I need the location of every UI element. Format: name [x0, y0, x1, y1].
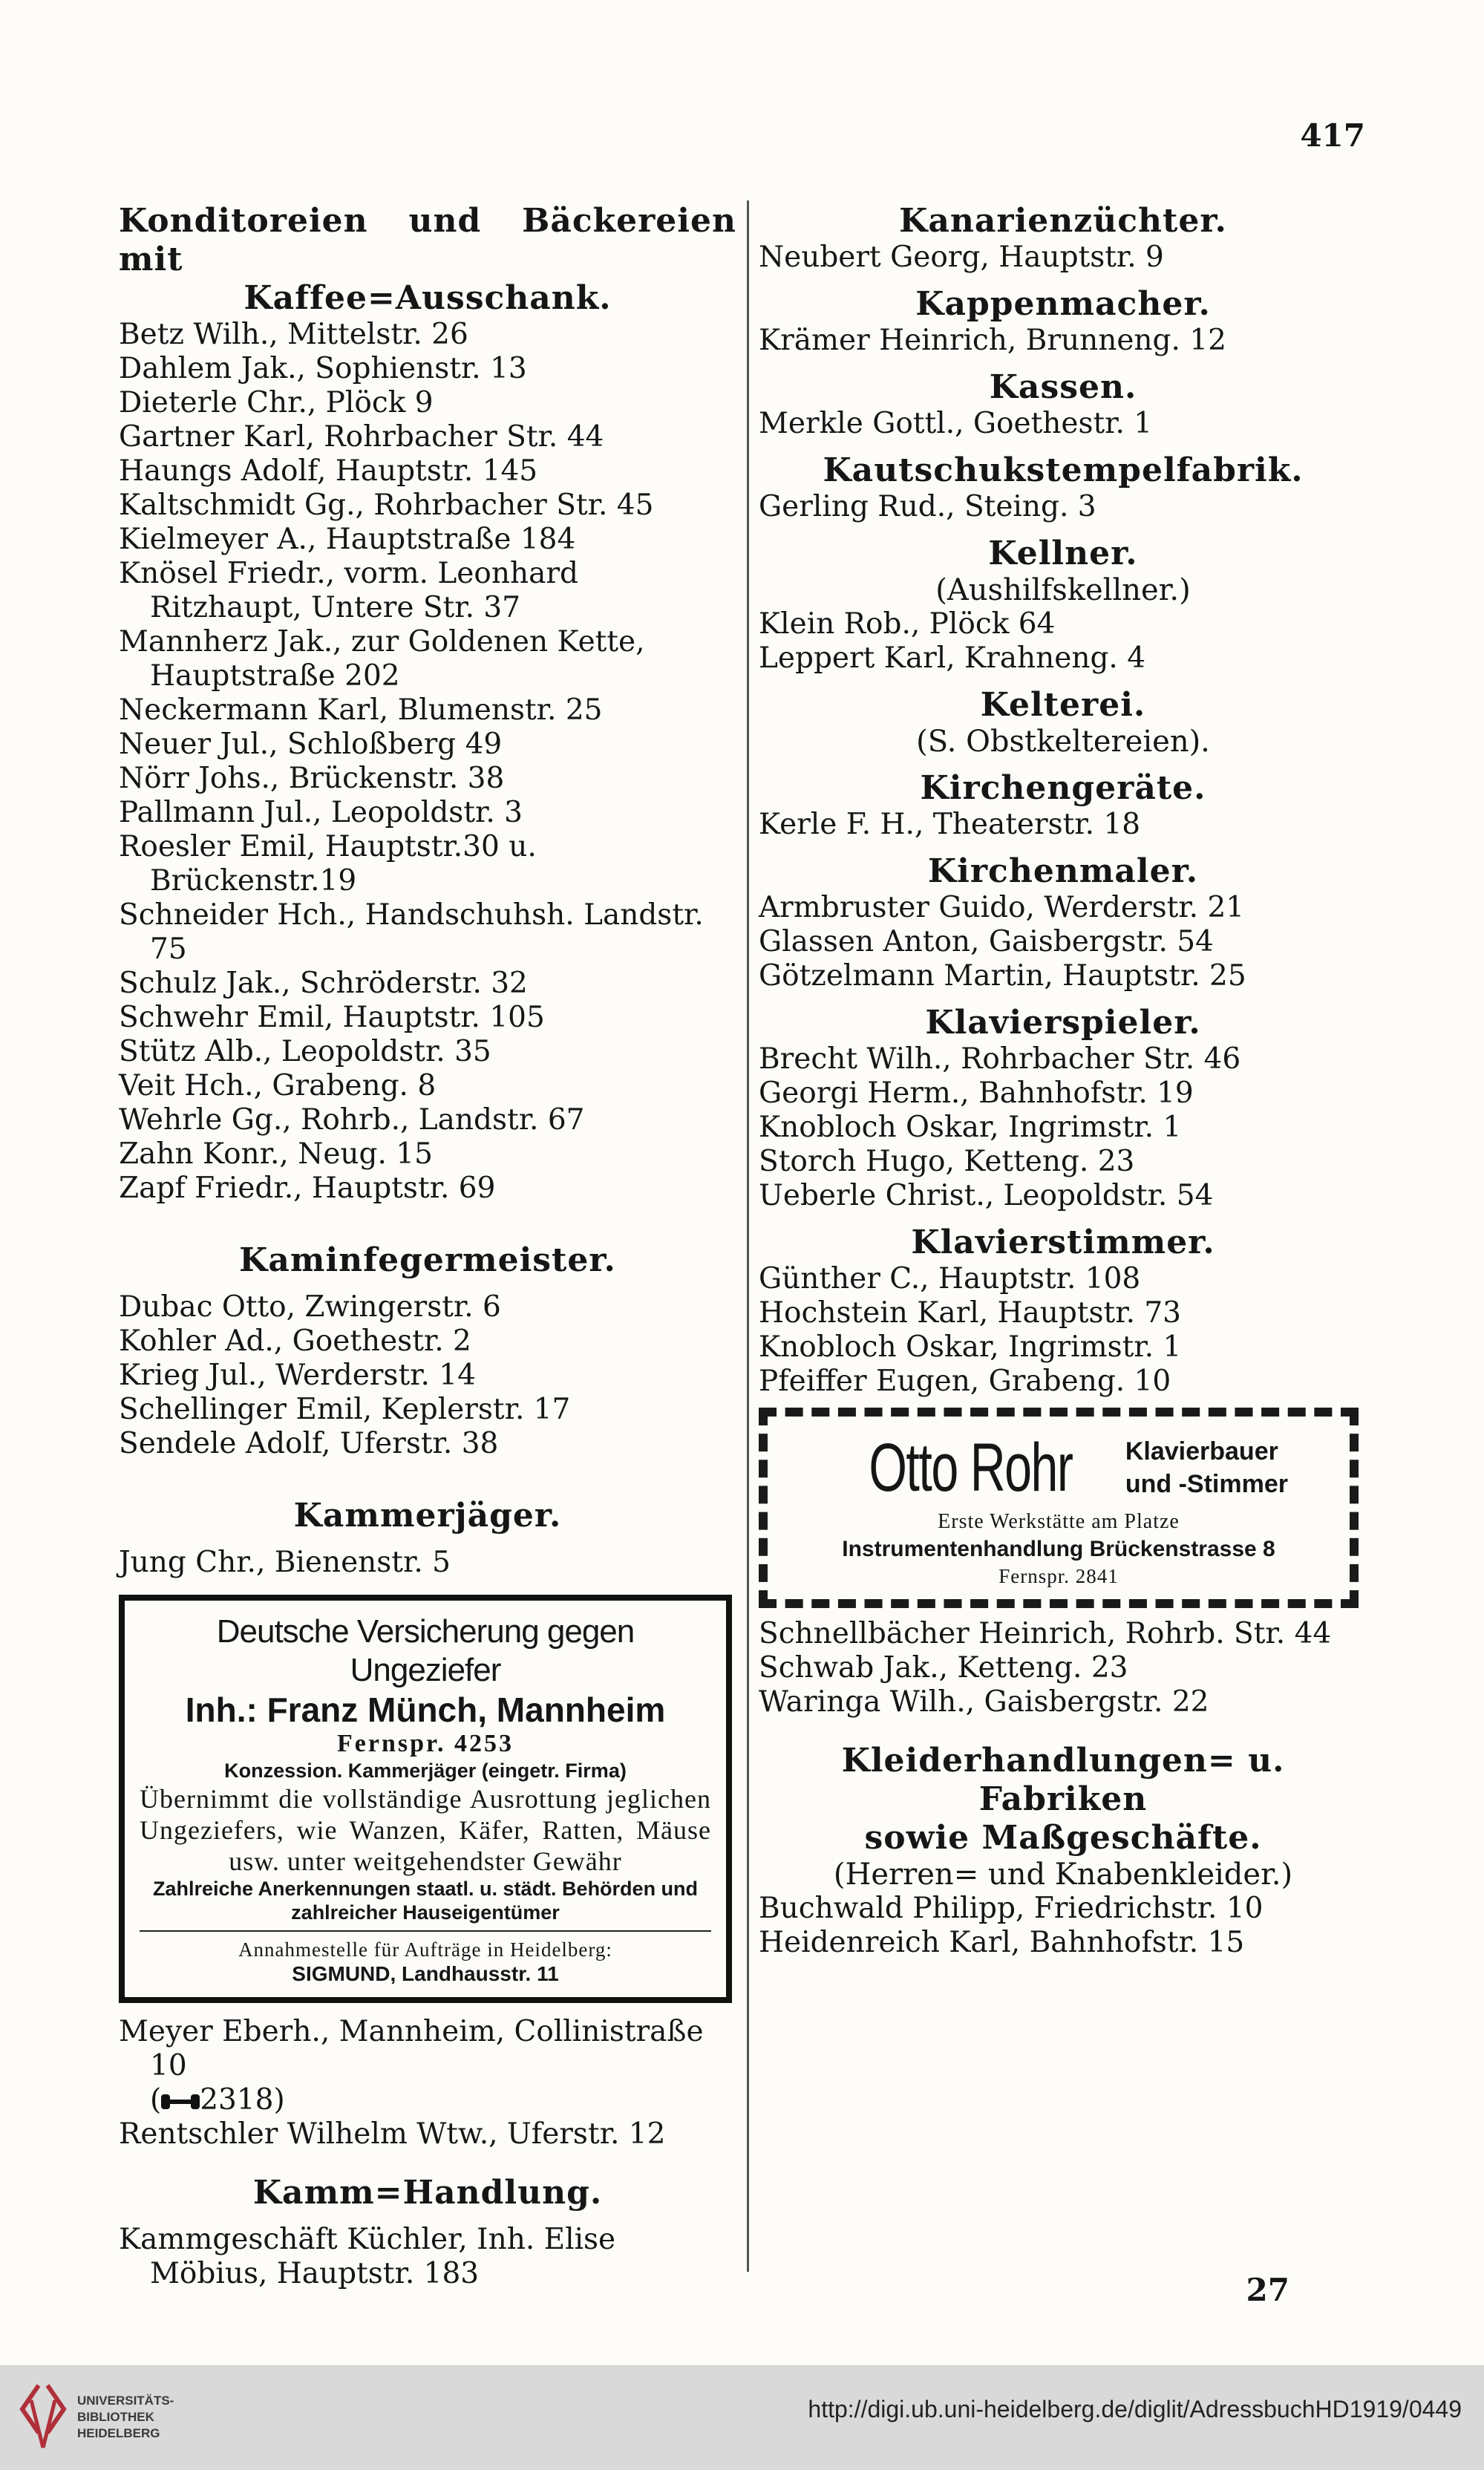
list-item: Armbruster Guido, Werderstr. 21 — [759, 891, 1245, 924]
section-heading: Kirchengeräte. — [920, 769, 1206, 807]
section-heading: Klavierstimmer. — [911, 1223, 1215, 1261]
list-item: Schwehr Emil, Hauptstr. 105 — [119, 1001, 545, 1034]
ad-title: Deutsche Versicherung gegen Ungeziefer — [216, 1613, 635, 1688]
entry-list — [759, 407, 1367, 441]
section-heading: Kautschukstempelfabrik. — [823, 451, 1304, 489]
list-item: Krämer Heinrich, Brunneng. 12 — [759, 324, 1226, 357]
list-item: Roesler Emil, Hauptstr.30 u. Brückenstr.19 — [119, 830, 537, 898]
section-heading: Kleiderhandlungen= u. Fabriken — [841, 1742, 1285, 1818]
ad-trade — [1125, 1435, 1288, 1500]
library-name — [77, 2393, 174, 2442]
university-library-logo-icon — [16, 2379, 70, 2454]
list-item: Glassen Anton, Gaisbergstr. 54 — [759, 925, 1214, 958]
ad-references: Zahlreiche Anerkennungen staatl. u. städt. Behörden und zahlreicher Hauseigentümer — [152, 1878, 699, 1924]
section-subheading: (Aushilfskellner.) — [935, 573, 1191, 607]
list-item: Veit Hch., Grabeng. 8 — [119, 1069, 437, 1102]
entry-list — [759, 607, 1367, 676]
list-item: Knösel Friedr., vorm. Leonhard Ritzhaupt, Untere Str. 37 — [119, 557, 578, 624]
entry-list — [119, 318, 736, 1206]
list-item: Sendele Adolf, Uferstr. 38 — [119, 1427, 499, 1460]
list-item: Haungs Adolf, Hauptstr. 145 — [119, 454, 538, 488]
ad-phone: Fernspr. 2841 — [998, 1565, 1119, 1587]
footer-page-number: 27 — [1246, 2272, 1289, 2308]
entry-list — [759, 1617, 1367, 1719]
entry-list — [759, 1892, 1367, 1960]
list-item: Knobloch Oskar, Ingrimstr. 1 — [759, 1330, 1182, 1364]
list-item: Schwab Jak., Ketteng. 23 — [759, 1651, 1128, 1685]
entry-list — [119, 1290, 736, 1461]
list-item: Meyer Eberh., Mannheim, Collinistraße 10 — [119, 2015, 704, 2082]
list-item: Schneider Hch., Handschuhsh. Landstr. 75 — [119, 898, 704, 966]
left-column — [119, 202, 736, 2291]
ad-agency-label: Annahmestelle für Aufträge in Heidelberg: — [238, 1938, 612, 1961]
list-item: Pallmann Jul., Leopoldstr. 3 — [119, 796, 523, 829]
section-heading: Kaffee=Ausschank. — [243, 279, 612, 317]
list-item: Dahlem Jak., Sophienstr. 13 — [119, 352, 527, 385]
ad-address: Instrumentenhandlung Brückenstrasse 8 — [842, 1537, 1275, 1561]
list-item: Krieg Jul., Werderstr. 14 — [119, 1359, 476, 1392]
list-item: Kaltschmidt Gg., Rohrbacher Str. 45 — [119, 489, 654, 522]
ad-trade-line: Klavierbauer — [1125, 1437, 1278, 1466]
column-rule — [747, 200, 749, 2272]
list-item: Zapf Friedr., Hauptstr. 69 — [119, 1172, 496, 1205]
list-item: Schulz Jak., Schröderstr. 32 — [119, 967, 528, 1000]
list-item: Jung Chr., Bienenstr. 5 — [119, 1546, 451, 1579]
entry-list — [759, 808, 1367, 842]
page-number: 417 — [1300, 117, 1365, 154]
ad-header — [781, 1427, 1336, 1509]
list-item: Gartner Karl, Rohrbacher Str. 44 — [119, 420, 604, 454]
ad-divider — [140, 1930, 711, 1932]
list-item: Wehrle Gg., Rohrb., Landstr. 67 — [119, 1103, 585, 1137]
ad-owner: Inh.: Franz Münch, Mannheim — [185, 1690, 666, 1729]
list-item: Leppert Karl, Krahneng. 4 — [759, 641, 1146, 675]
list-item: Dieterle Chr., Plöck 9 — [119, 386, 434, 419]
ad-description: Übernimmt die vollständige Ausrottung jeglichen Ungeziefers, wie Wanzen, Käfer, Ratten, Mäuse usw. unter weitgehendster Gewähr — [140, 1784, 711, 1876]
list-item: Storch Hugo, Ketteng. 23 — [759, 1145, 1135, 1178]
entry-list — [759, 891, 1367, 993]
entry-list — [759, 241, 1367, 275]
list-item: Schellinger Emil, Keplerstr. 17 — [119, 1393, 571, 1426]
section-heading: Kappenmacher. — [915, 285, 1211, 323]
list-item: Kerle F. H., Theaterstr. 18 — [759, 808, 1141, 841]
advertisement-pest-control — [119, 1595, 732, 2003]
list-item: Kielmeyer A., Hauptstraße 184 — [119, 523, 576, 556]
section-heading: sowie Maßgeschäfte. — [864, 1819, 1262, 1857]
ad-license: Konzession. Kammerjäger (eingetr. Firma) — [224, 1760, 627, 1782]
list-item: Ueberle Christ., Leopoldstr. 54 — [759, 1179, 1214, 1212]
section-heading: Kellner. — [988, 535, 1138, 572]
section-heading: Kammerjäger. — [293, 1497, 562, 1535]
advertisement-otto-rohr — [759, 1408, 1359, 1608]
library-name-line: BIBLIOTHEK — [77, 2410, 154, 2424]
section-heading: Kelterei. — [980, 686, 1146, 724]
telephone-icon — [161, 2093, 200, 2111]
list-item: Dubac Otto, Zwingerstr. 6 — [119, 1290, 501, 1324]
list-item: Waringa Wilh., Gaisbergstr. 22 — [759, 1685, 1209, 1719]
phone-number: 2318) — [200, 2083, 285, 2117]
entry-list — [759, 1262, 1367, 1399]
list-item: Neuer Jul., Schloßberg 49 — [119, 728, 503, 761]
section-heading: Konditoreien und Bäckereien mit — [119, 202, 736, 278]
list-item: Heidenreich Karl, Bahnhofstr. 15 — [759, 1926, 1245, 1959]
entry-list — [759, 324, 1367, 358]
section-heading: Kaminfegermeister. — [239, 1241, 616, 1279]
list-item: Schnellbächer Heinrich, Rohrb. Str. 44 — [759, 1617, 1332, 1650]
ad-phone: Fernspr. 4253 — [337, 1730, 514, 1757]
list-item: Günther C., Hauptstr. 108 — [759, 1262, 1141, 1296]
section-heading: Kassen. — [989, 368, 1137, 406]
entry-list — [759, 1042, 1367, 1213]
ad-agency: SIGMUND, Landhausstr. 11 — [292, 1962, 559, 1985]
list-item: Gerling Rud., Steing. 3 — [759, 490, 1096, 523]
viewer-footer — [0, 2365, 1484, 2470]
list-item: Neckermann Karl, Blumenstr. 25 — [119, 693, 603, 727]
list-item: Götzelmann Martin, Hauptstr. 25 — [759, 959, 1246, 993]
list-item: Neubert Georg, Hauptstr. 9 — [759, 241, 1164, 274]
list-item: Nörr Johs., Brückenstr. 38 — [119, 762, 505, 795]
list-item: Zahn Konr., Neug. 15 — [119, 1137, 433, 1171]
list-item: Stütz Alb., Leopoldstr. 35 — [119, 1035, 491, 1068]
entry-list — [119, 1546, 736, 1580]
library-name-line: HEIDELBERG — [77, 2426, 160, 2440]
entry-list — [759, 490, 1367, 524]
ad-tagline: Erste Werkstätte am Platze — [938, 1510, 1180, 1533]
entry-list — [119, 2223, 736, 2291]
list-item: Hochstein Karl, Hauptstr. 73 — [759, 1296, 1181, 1330]
list-item: Knobloch Oskar, Ingrimstr. 1 — [759, 1111, 1182, 1144]
source-url-link[interactable]: http://digi.ub.uni-heidelberg.de/diglit/AdressbuchHD1919/0449 — [808, 2396, 1462, 2422]
list-item: Merkle Gottl., Goethestr. 1 — [759, 407, 1153, 440]
list-item: Pfeiffer Eugen, Grabeng. 10 — [759, 1365, 1171, 1398]
section-heading: Kamm=Handlung. — [252, 2174, 603, 2212]
list-item: Brecht Wilh., Rohrbacher Str. 46 — [759, 1042, 1241, 1076]
list-item: Kohler Ad., Goethestr. 2 — [119, 1324, 471, 1358]
list-item — [119, 2083, 736, 2117]
ad-brand: Otto Rohr — [869, 1430, 1073, 1506]
list-item: Klein Rob., Plöck 64 — [759, 607, 1056, 641]
section-subheading: (Herren= und Knabenkleider.) — [833, 1858, 1293, 1892]
list-item: Kammgeschäft Küchler, Inh. Elise Möbius, Hauptstr. 183 — [119, 2223, 616, 2290]
section-subheading: (S. Obstkeltereien). — [916, 725, 1210, 759]
list-item: Georgi Herm., Bahnhofstr. 19 — [759, 1076, 1194, 1110]
list-item: Betz Wilh., Mittelstr. 26 — [119, 318, 468, 351]
list-item: Mannherz Jak., zur Goldenen Kette, Hauptstraße 202 — [119, 625, 645, 693]
section-heading: Kirchenmaler. — [927, 852, 1199, 890]
list-item: Rentschler Wilhelm Wtw., Uferstr. 12 — [119, 2117, 666, 2151]
ad-trade-line: und -Stimmer — [1125, 1470, 1288, 1498]
library-name-line: UNIVERSITÄTS- — [77, 2394, 174, 2408]
section-heading: Kanarienzüchter. — [899, 202, 1227, 240]
section-heading: Klavierspieler. — [925, 1004, 1201, 1042]
entry-list — [119, 2015, 736, 2152]
open-paren: ( — [150, 2083, 162, 2117]
list-item: Buchwald Philipp, Friedrichstr. 10 — [759, 1892, 1264, 1925]
right-column — [759, 202, 1367, 1960]
